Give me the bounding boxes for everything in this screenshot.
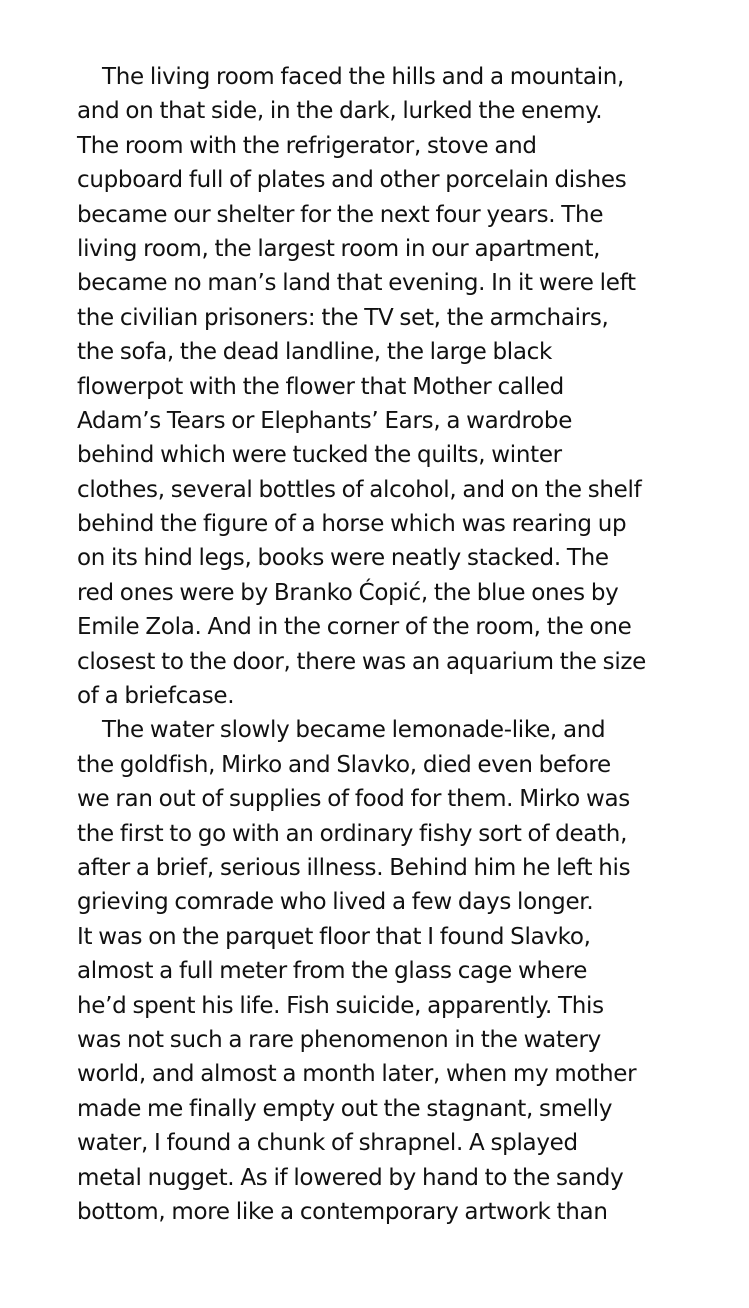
text-line: The room with the refrigerator, stove and	[77, 132, 537, 159]
text-line: water, I found a chunk of shrapnel. A splayed	[77, 1130, 578, 1157]
text-line: the goldfish, Mirko and Slavko, died even before	[77, 751, 611, 778]
text-line: was not such a rare phenomenon in the watery	[77, 1026, 601, 1053]
text-line: It was on the parquet floor that I found Slavko,	[77, 923, 591, 950]
text-line: he’d spent his life. Fish suicide, apparently. This	[77, 992, 604, 1019]
text-line: on its hind legs, books were neatly stacked. The	[77, 545, 609, 572]
text-line: the sofa, the dead landline, the large black	[77, 339, 553, 366]
text-line: the first to go with an ordinary fishy sort of death,	[77, 820, 628, 847]
text-line: world, and almost a month later, when my mother	[77, 1061, 637, 1088]
text-line: cupboard full of plates and other porcelain dishes	[77, 167, 627, 194]
text-line: Adam’s Tears or Elephants’ Ears, a wardrobe	[77, 407, 573, 434]
text-line: grieving comrade who lived a few days longer.	[77, 889, 594, 916]
text-line: red ones were by Branko Ćopić, the blue ones by	[77, 579, 619, 606]
text-line: the civilian prisoners: the TV set, the armchairs,	[77, 304, 609, 331]
text-line: behind the figure of a horse which was rearing up	[77, 511, 627, 538]
text-line: behind which were tucked the quilts, winter	[77, 442, 562, 469]
text-line: living room, the largest room in our apartment,	[77, 235, 601, 262]
text-line: became no man’s land that evening. In it were left	[77, 270, 636, 297]
text-line: flowerpot with the flower that Mother called	[77, 373, 564, 400]
body-text	[77, 60, 717, 1229]
text-line: The water slowly became lemonade-like, and	[102, 717, 606, 744]
text-line: bottom, more like a contemporary artwork than	[77, 1198, 608, 1225]
text-line: after a brief, serious illness. Behind him he left his	[77, 854, 631, 881]
text-line: we ran out of supplies of food for them. Mirko was	[77, 786, 630, 813]
text-line: Emile Zola. And in the corner of the room, the one	[77, 614, 632, 641]
text-line: clothes, several bottles of alcohol, and on the shelf	[77, 476, 642, 503]
text-line: and on that side, in the dark, lurked the enemy.	[77, 98, 603, 125]
text-line: of a briefcase.	[77, 683, 235, 710]
paragraph-2	[77, 713, 717, 1229]
text-line: closest to the door, there was an aquarium the size	[77, 648, 647, 675]
text-line: made me finally empty out the stagnant, smelly	[77, 1095, 613, 1122]
text-line: metal nugget. As if lowered by hand to the sandy	[77, 1164, 624, 1191]
text-line: almost a full meter from the glass cage where	[77, 958, 588, 985]
text-line: became our shelter for the next four years. The	[77, 201, 604, 228]
text-line: The living room faced the hills and a mountain,	[102, 64, 625, 90]
paragraph-1	[77, 60, 717, 713]
